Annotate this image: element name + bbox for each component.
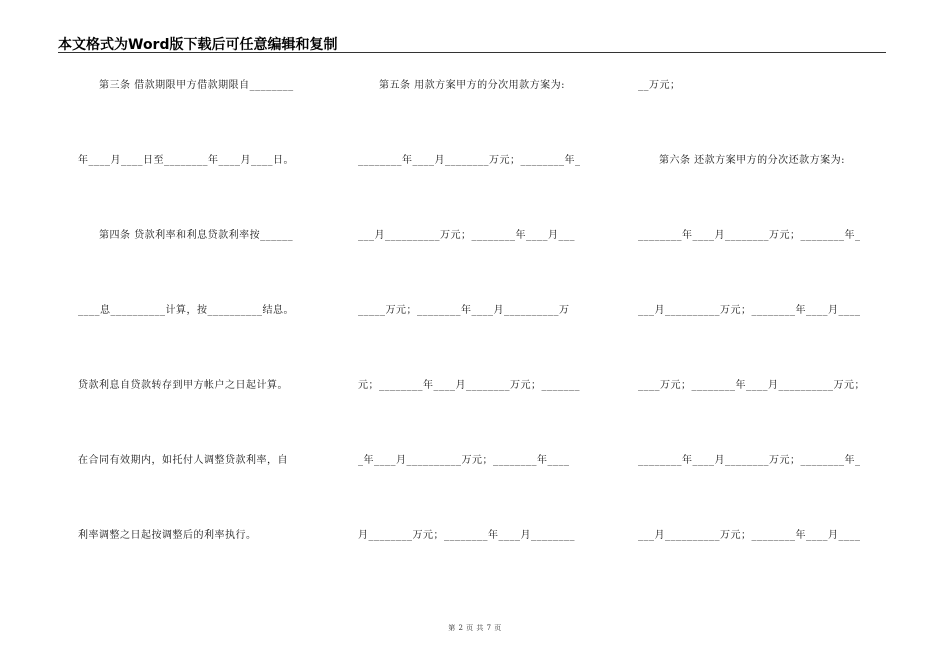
col2-line-5: 元；________年____月________万元；_______ — [358, 380, 580, 391]
col1-line-4: ____息__________计算，按__________结息。 — [78, 305, 294, 316]
col3-line-7: ___月__________万元；________年____月____ — [638, 530, 861, 541]
col2-line-2: ________年____月________万元；________年_ — [358, 155, 581, 166]
col3-line-3: ________年____月________万元；________年_ — [638, 230, 861, 241]
col1-line-2: 年____月____日至________年____月____日。 — [78, 155, 294, 166]
col1-line-3: 第四条 贷款利率和利息贷款利率按______ — [78, 230, 294, 241]
col1-line-7: 利率调整之日起按调整后的利率执行。 — [78, 530, 257, 541]
col2-line-4: _____万元；________年____月__________万 — [358, 305, 570, 316]
page-indicator: 第 2 页 共 7 页 — [448, 624, 502, 632]
col1-line-6: 在合同有效期内，如托付人调整贷款利率，自 — [78, 455, 288, 466]
col3-line-2: 第六条 还款方案甲方的分次还款方案为: — [638, 155, 846, 166]
header-divider — [58, 52, 886, 53]
col3-line-6: ________年____月________万元；________年_ — [638, 455, 861, 466]
col1-line-5: 贷款利息自贷款转存到甲方帐户之日起计算。 — [78, 380, 288, 391]
col2-line-3: ___月__________万元；________年____月___ — [358, 230, 575, 241]
col3-line-5: ____万元；________年____月__________万元； — [638, 380, 865, 391]
col2-line-6: _年____月__________万元；________年____ — [358, 455, 570, 466]
col1-line-1: 第三条 借款期限甲方借款期限自________ — [78, 80, 294, 91]
document-header-title: 本文格式为Word版下载后可任意编辑和复制 — [58, 37, 338, 53]
col3-line-1: __万元； — [638, 80, 681, 91]
col2-line-7: 月________万元；________年____月________ — [358, 530, 575, 541]
col2-line-1: 第五条 用款方案甲方的分次用款方案为: — [358, 80, 566, 91]
col3-line-4: ___月__________万元；________年____月____ — [638, 305, 861, 316]
